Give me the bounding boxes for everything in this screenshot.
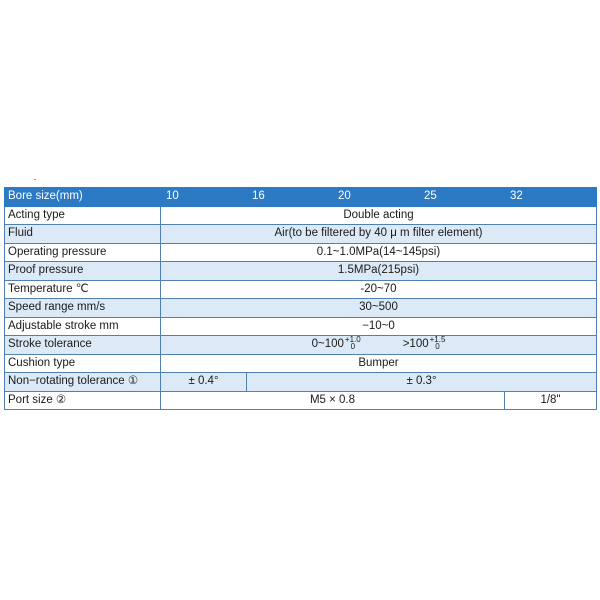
table-row <box>5 391 597 410</box>
row-value-operating-pressure: 0.1~1.0MPa(14~145psi) <box>161 243 597 262</box>
row-value-temperature: -20~70 <box>161 280 597 299</box>
row-label-stroke-tolerance: Stroke tolerance <box>5 336 161 355</box>
row-label-non-rotating: Non−rotating tolerance ① <box>5 373 161 392</box>
stray-mark <box>34 179 36 180</box>
row-value-non-rotating-rest: ± 0.3° <box>247 373 597 392</box>
table-row <box>5 243 597 262</box>
row-value-port-size-main: M5 × 0.8 <box>161 391 505 410</box>
row-label-temperature: Temperature ℃ <box>5 280 161 299</box>
row-label-fluid: Fluid <box>5 225 161 244</box>
header-row <box>5 188 597 207</box>
row-value-adjustable-stroke: −10~0 <box>161 317 597 336</box>
row-label-port-size: Port size ② <box>5 391 161 410</box>
specification-table <box>4 187 597 410</box>
table-row <box>5 262 597 281</box>
row-label-operating-pressure: Operating pressure <box>5 243 161 262</box>
stroke-tolerance-right-base: >100 <box>402 338 429 351</box>
row-label-proof-pressure: Proof pressure <box>5 262 161 281</box>
bore-20: 20 <box>333 188 419 207</box>
row-value-fluid: Air(to be filtered by 40 μ m filter element) <box>161 225 597 244</box>
stroke-tolerance-right-sup: +1.5 <box>429 335 446 345</box>
stroke-tolerance-left-sup: +1.0 <box>344 335 361 345</box>
row-value-non-rotating-10: ± 0.4° <box>161 373 247 392</box>
stroke-tolerance-right-sub: 0 <box>435 342 440 352</box>
stroke-tolerance-left-base: 0~100 <box>311 338 344 351</box>
bore-16: 16 <box>247 188 333 207</box>
table-row <box>5 299 597 318</box>
row-label-cushion-type: Cushion type <box>5 354 161 373</box>
table-row <box>5 373 597 392</box>
row-label-speed-range: Speed range mm/s <box>5 299 161 318</box>
row-value-acting-type: Double acting <box>161 206 597 225</box>
bore-10: 10 <box>161 188 247 207</box>
table-row <box>5 206 597 225</box>
row-label-adjustable-stroke: Adjustable stroke mm <box>5 317 161 336</box>
row-value-speed-range: 30~500 <box>161 299 597 318</box>
row-value-port-size-32: 1/8" <box>505 391 597 410</box>
table-row <box>5 354 597 373</box>
stroke-tolerance-left-sub: 0 <box>350 342 356 352</box>
table-row <box>5 225 597 244</box>
table-row <box>5 280 597 299</box>
table-row <box>5 317 597 336</box>
bore-32: 32 <box>505 188 597 207</box>
row-label-acting-type: Acting type <box>5 206 161 225</box>
row-value-cushion-type: Bumper <box>161 354 597 373</box>
row-value-proof-pressure: 1.5MPa(215psi) <box>161 262 597 281</box>
header-label: Bore size(mm) <box>5 188 161 207</box>
row-value-stroke-tolerance <box>161 336 597 355</box>
table-row <box>5 336 597 355</box>
bore-25: 25 <box>419 188 505 207</box>
